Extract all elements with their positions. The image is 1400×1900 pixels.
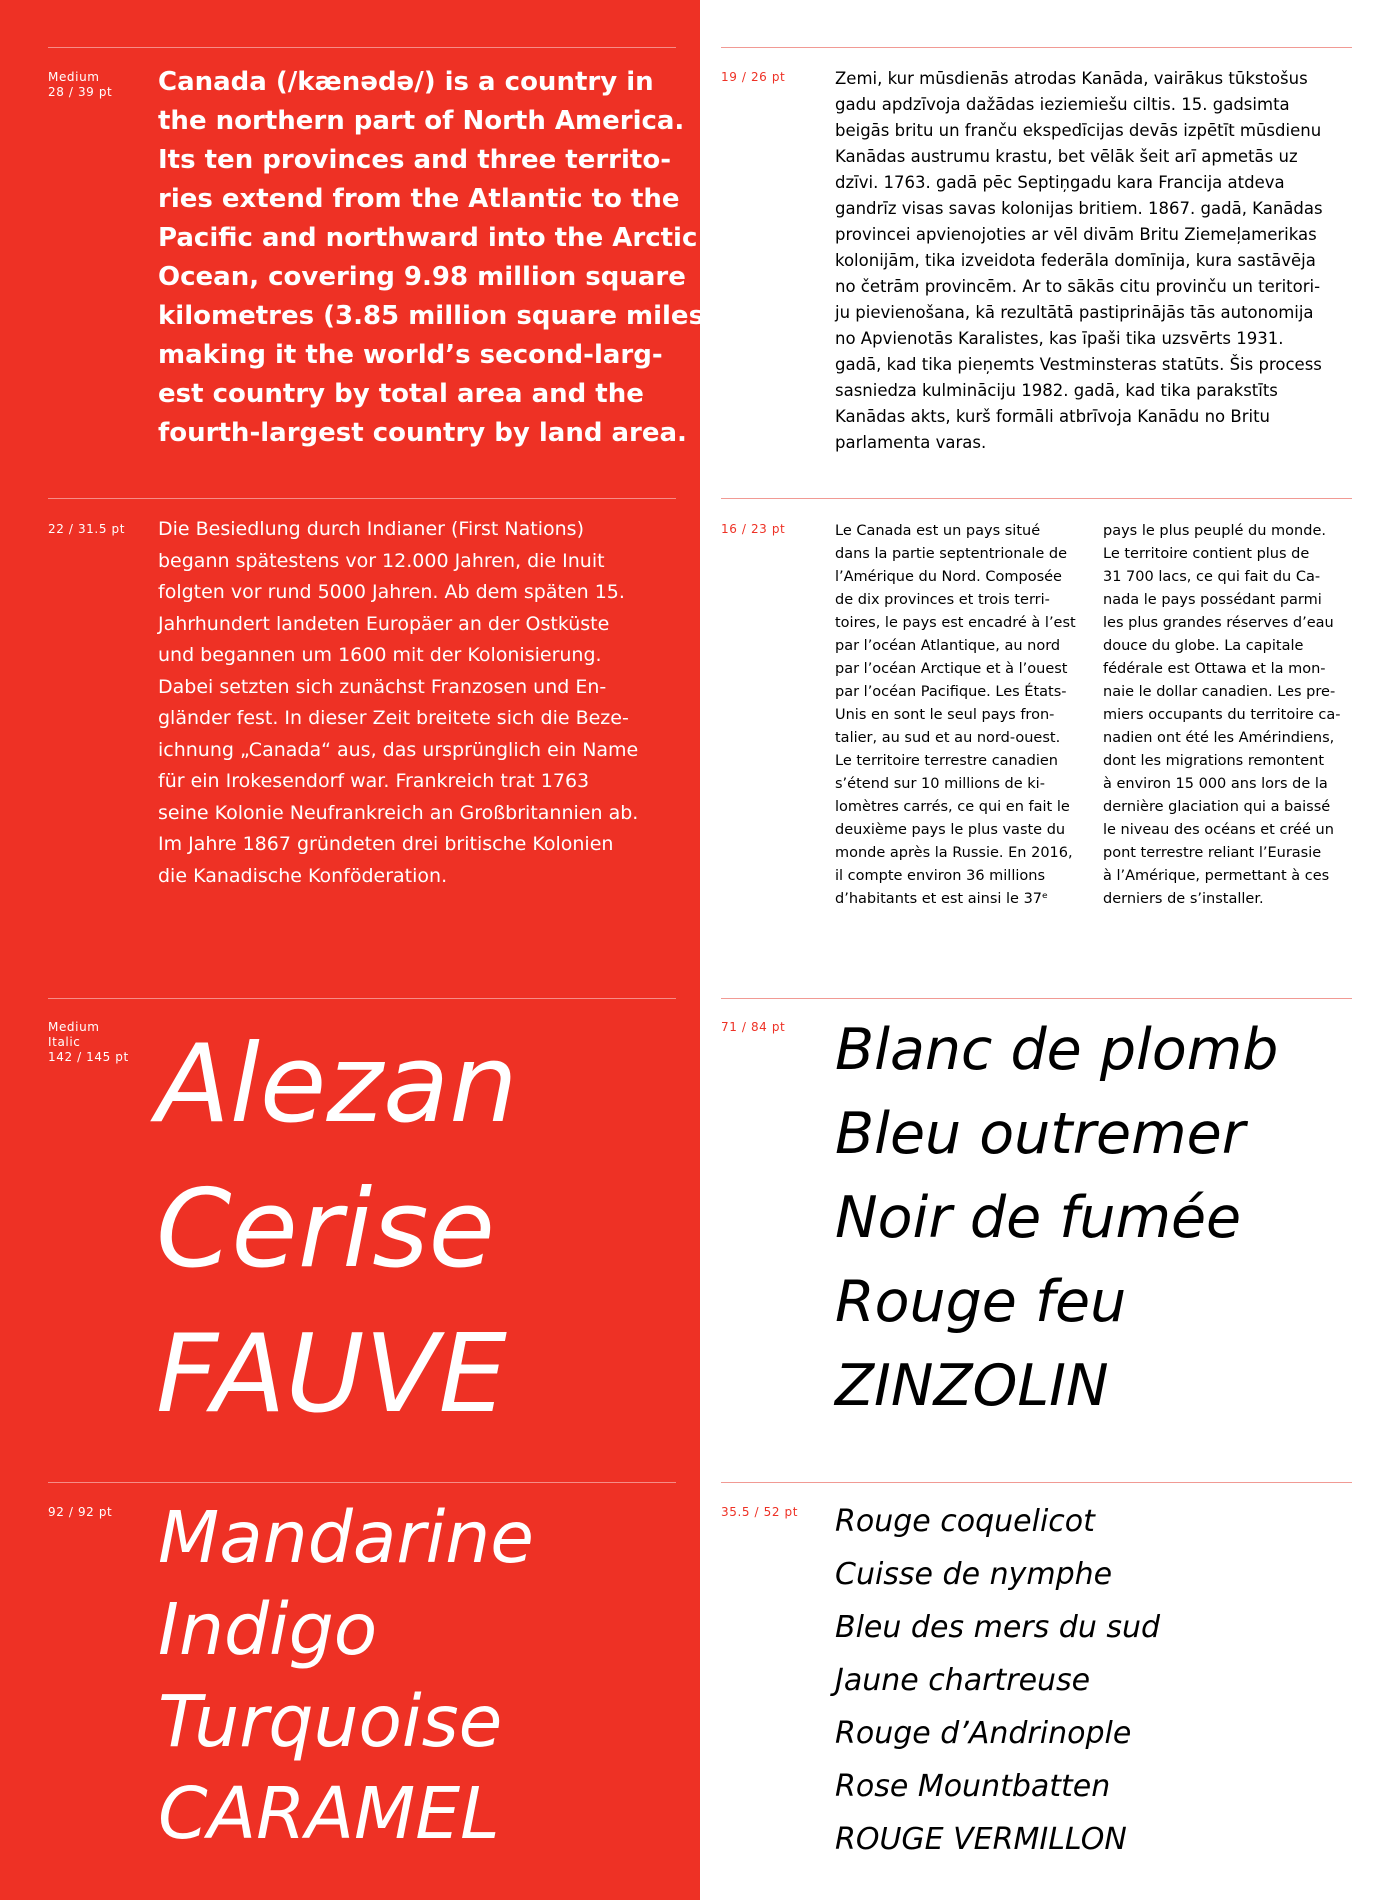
- specimen-color-names: Mandarine Indigo Turquoise CARAMEL: [158, 1496, 534, 1855]
- specimen-text-german: Die Besiedlung durch Indianer (First Nations) begann spätestens vor 12.000 Jahren, die Inuit folgten vor rund 5000 Jahren. Ab dem späten 15. Jahrhundert landeten Europäer an der Ostküste und begannen um 1600 mit der Kolonisierung. Dabei setzten sich zunächst Franzosen und En- gländer fest. In dieser Zeit breitete sich die Beze- ichnung „Canada“ aus, das ursprünglich ein Name für ein Irokesendorf war. Frankreich trat 1763 seine Kolonie Neufrankreich an Großbritannien ab. Im Jahre 1867 gründeten drei britische Kolonien die Kanadische Konföderation.: [158, 518, 639, 887]
- divider-rule: [48, 1482, 676, 1483]
- spec-label: 35.5 / 52 pt: [721, 1505, 798, 1519]
- divider-rule: [721, 1482, 1352, 1483]
- specimen-display-words: Alezan Cerise FAUVE: [156, 1022, 518, 1437]
- spec-label: 71 / 84 pt: [721, 1020, 786, 1034]
- spec-label: Medium Italic 142 / 145 pt: [48, 1020, 129, 1064]
- spec-label: 19 / 26 pt: [721, 70, 786, 84]
- divider-rule: [48, 47, 676, 48]
- specimen-text-french-col2: pays le plus peuplé du monde. Le territoire contient plus de 31 700 lacs, ce qui fait du Ca- nada le pays possédant parmi les plus grandes réserves d’eau douce du globe. La capitale fédérale est Ottawa et la mon- naie le dollar canadien. Les pre- miers occupants du territoire ca- nadien ont été les Amérindiens, dont les migrations remontent à environ 15 000 ans lors de la dernière glaciation qui a baissé le niveau des océans et créé un pont terrestre reliant l’Eurasie à l’Amérique, permettant à ces derniers de s’installer.: [1103, 523, 1341, 907]
- specimen-color-names-small: Rouge coquelicot Cuisse de nymphe Bleu des mers du sud Jaune chartreuse Rouge d’Andrinople Rose Mountbatten ROUGE VERMILLON: [835, 1504, 1161, 1857]
- spec-label: 16 / 23 pt: [721, 522, 786, 536]
- spec-label: 22 / 31.5 pt: [48, 522, 125, 536]
- specimen-text-latvian: Zemi, kur mūsdienās atrodas Kanāda, vairākus tūkstošus gadu apdzīvoja dažādas ieziemiešu ciltis. 15. gadsimta beigās britu un franču ekspedīcijas devās izpētīt mūsdienu Kanādas austrumu krastu, bet vēlāk šeit arī apmetās uz dzīvi. 1763. gadā pēc Septiņgadu kara Francija atdeva gandrīz visas savas kolonijas britiem. 1867. gadā, Kanādas provincei apvienojoties ar vēl divām Britu Ziemeļamerikas kolonijām, tika izveidota federāla domīnija, kura sastāvēja no četrām provincēm. Ar to sākās citu provinču un teritori- ju pievienošana, kā rezultātā pastiprinājās tās autonomija no Apvienotās Karalistes, kas īpaši tika uzsvērts 1931. gadā, kad tika pieņemts Vestminsteras statūts. Šis process sasniedza kulmināciju 1982. gadā, kad tika parakstīts Kanādas akts, kurš formāli atbrīvoja Kanādu no Britu parlamenta varas.: [835, 69, 1323, 452]
- specimen-text-english: Canada (/kænədə/) is a country in the northern part of North America. Its ten provinces and three territo- ries extend from the Atlantic to the Pacific and northward into the Arctic Ocean, covering 9.98 million square kilometres (3.85 million square miles), making it the world’s second-larg- est country by total area and the fourth-largest country by land area.: [158, 67, 726, 448]
- spec-label: Medium 28 / 39 pt: [48, 70, 113, 99]
- specimen-color-names-large: Blanc de plomb Bleu outremer Noir de fumée Rouge feu ZINZOLIN: [835, 1017, 1279, 1419]
- divider-rule: [721, 498, 1352, 499]
- divider-rule: [48, 998, 676, 999]
- divider-rule: [48, 498, 676, 499]
- spec-label: 92 / 92 pt: [48, 1505, 113, 1519]
- specimen-text-french-col1: Le Canada est un pays situé dans la partie septentrionale de l’Amérique du Nord. Composée de dix provinces et trois terri- toires, le pays est encadré à l’est par l’océan Atlantique, au nord par l’océan Arctique et à l’ouest par l’océan Pacifique. Les États- Unis en sont le seul pays fron- talier, au sud et au nord-ouest. Le territoire terrestre canadien s’étend sur 10 millions de ki- lomètres carrés, ce qui en fait le deuxième pays le plus vaste du monde après la Russie. En 2016, il compte environ 36 millions d’habitants et est ainsi le 37ᵉ: [835, 523, 1076, 907]
- divider-rule: [721, 998, 1352, 999]
- divider-rule: [721, 47, 1352, 48]
